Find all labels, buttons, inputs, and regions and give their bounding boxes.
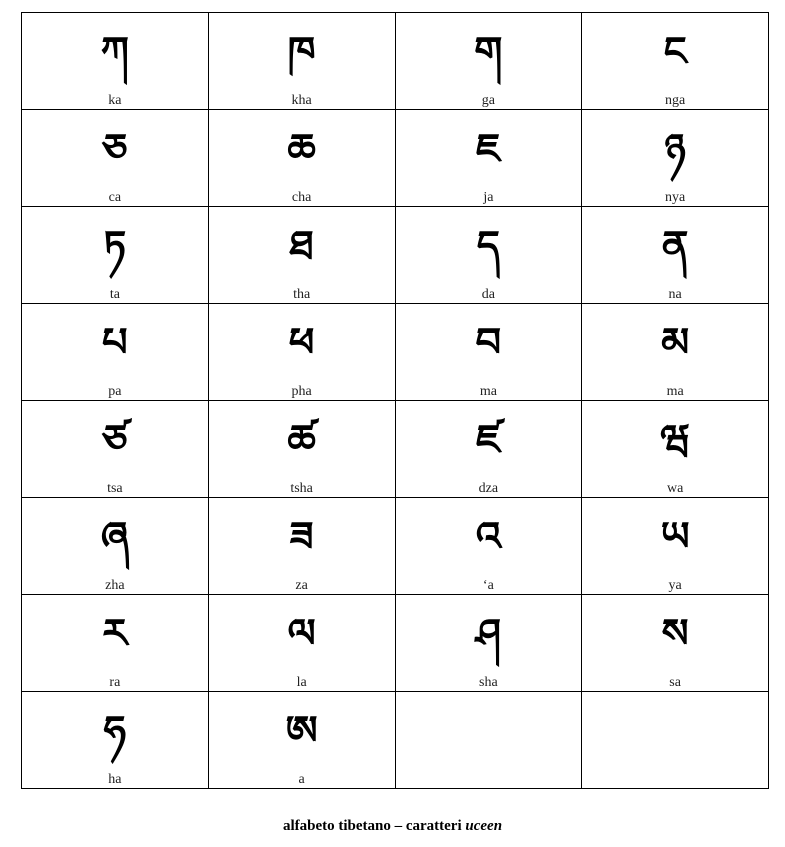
- tibetan-glyph: ཉ: [664, 126, 686, 172]
- tibetan-glyph: ཛ: [476, 417, 501, 463]
- letter-cell: [582, 110, 769, 207]
- letter-cell: [395, 207, 582, 304]
- tibetan-glyph: ག: [474, 29, 503, 75]
- tibetan-glyph: ཞ: [100, 514, 129, 560]
- table-row: [22, 401, 769, 498]
- transliteration-label: ka: [108, 93, 122, 108]
- letter-cell: [582, 595, 769, 692]
- letter-cell: [395, 110, 582, 207]
- tibetan-glyph: མ: [661, 320, 690, 366]
- transliteration-label: pa: [108, 384, 122, 399]
- table-row: [22, 13, 769, 110]
- caption-text: alfabeto tibetano – caratteri: [282, 818, 466, 834]
- transliteration-label: sa: [669, 675, 681, 690]
- table-row: [22, 692, 769, 789]
- tibetan-glyph: ད: [476, 223, 500, 269]
- tibetan-glyph: ཅ: [102, 126, 128, 172]
- transliteration-label: tsha: [290, 481, 313, 496]
- letter-cell: [22, 304, 209, 401]
- tibetan-glyph: ང: [663, 29, 687, 75]
- letter-cell: [582, 207, 769, 304]
- letter-cell: [208, 110, 395, 207]
- transliteration-label: ma: [479, 384, 497, 399]
- tibetan-glyph: ཏ: [103, 223, 127, 269]
- transliteration-label: wa: [666, 481, 684, 496]
- caption-emphasis: uceen: [465, 818, 503, 834]
- letter-cell: [582, 498, 769, 595]
- letter-cell: [395, 498, 582, 595]
- table-row: [22, 110, 769, 207]
- table-row: [22, 207, 769, 304]
- tibetan-glyph: བ: [475, 320, 502, 366]
- transliteration-label: ra: [109, 675, 121, 690]
- letter-cell: [582, 13, 769, 110]
- table-row: [22, 595, 769, 692]
- tibetan-glyph: ཤ: [475, 611, 502, 657]
- letter-cell: [208, 304, 395, 401]
- tibetan-glyph: ལ: [287, 611, 316, 657]
- transliteration-label: zha: [105, 578, 125, 593]
- tibetan-glyph: ན: [661, 223, 689, 269]
- letter-cell: [208, 498, 395, 595]
- tibetan-glyph: ཡ: [660, 514, 690, 560]
- tibetan-glyph: ཀ: [100, 29, 129, 75]
- tibetan-glyph: ཧ: [103, 708, 127, 754]
- letter-cell: [22, 692, 209, 789]
- letter-cell: [395, 401, 582, 498]
- letter-cell: [22, 13, 209, 110]
- transliteration-label: ja: [483, 190, 494, 205]
- tibetan-glyph: ཚ: [287, 417, 316, 463]
- transliteration-label: ga: [481, 93, 495, 108]
- transliteration-label: ya: [668, 578, 682, 593]
- letter-cell: [208, 401, 395, 498]
- transliteration-label: a: [298, 772, 305, 787]
- letter-cell: [208, 207, 395, 304]
- transliteration-label: ma: [666, 384, 684, 399]
- tibetan-glyph: ར: [102, 611, 128, 657]
- letter-cell: [395, 304, 582, 401]
- table-row: [22, 304, 769, 401]
- letter-cell: [208, 692, 395, 789]
- empty-cell: [582, 692, 769, 789]
- tibetan-glyph: ཨ: [285, 708, 318, 754]
- tibetan-glyph: ཆ: [287, 126, 316, 172]
- letter-cell: [22, 110, 209, 207]
- empty-cell: [395, 692, 582, 789]
- tibetan-glyph: ཕ: [288, 320, 315, 366]
- tibetan-glyph: ས: [661, 611, 689, 657]
- letter-cell: [208, 595, 395, 692]
- letter-cell: [208, 13, 395, 110]
- letter-cell: [22, 207, 209, 304]
- transliteration-label: pha: [291, 384, 312, 399]
- transliteration-label: cha: [291, 190, 312, 205]
- transliteration-label: za: [295, 578, 308, 593]
- transliteration-label: da: [481, 287, 495, 302]
- transliteration-label: nya: [665, 190, 686, 205]
- transliteration-label: ta: [109, 287, 120, 302]
- transliteration-label: ‘a: [482, 578, 494, 593]
- tibetan-glyph: འ: [475, 514, 501, 560]
- table-row: [22, 498, 769, 595]
- tibetan-glyph: [396, 702, 582, 760]
- tibetan-glyph: ཙ: [102, 417, 128, 463]
- transliteration-label: tsa: [107, 481, 123, 496]
- letter-cell: [582, 304, 769, 401]
- transliteration-label: na: [668, 287, 682, 302]
- tibetan-glyph: པ: [102, 320, 128, 366]
- tibetan-glyph: ཇ: [476, 126, 501, 172]
- transliteration-label: sha: [479, 675, 498, 690]
- transliteration-label: tha: [293, 287, 311, 302]
- alphabet-table: [21, 12, 769, 789]
- tibetan-glyph: ཐ: [289, 223, 314, 269]
- transliteration-label: dza: [478, 481, 499, 496]
- transliteration-label: la: [296, 675, 307, 690]
- letter-cell: [22, 498, 209, 595]
- tibetan-glyph: ཁ: [287, 29, 316, 75]
- letter-cell: [582, 401, 769, 498]
- transliteration-label: nga: [665, 93, 686, 108]
- letter-cell: [395, 595, 582, 692]
- letter-cell: [395, 13, 582, 110]
- transliteration-label: ca: [108, 190, 122, 205]
- letter-cell: [22, 401, 209, 498]
- transliteration-label: ha: [108, 772, 122, 787]
- tibetan-glyph: [582, 702, 768, 760]
- transliteration-label: kha: [291, 93, 312, 108]
- tibetan-glyph: ཟ: [289, 514, 314, 560]
- letter-cell: [22, 595, 209, 692]
- tibetan-glyph: ཝ: [660, 417, 691, 463]
- figure-caption: [0, 818, 785, 835]
